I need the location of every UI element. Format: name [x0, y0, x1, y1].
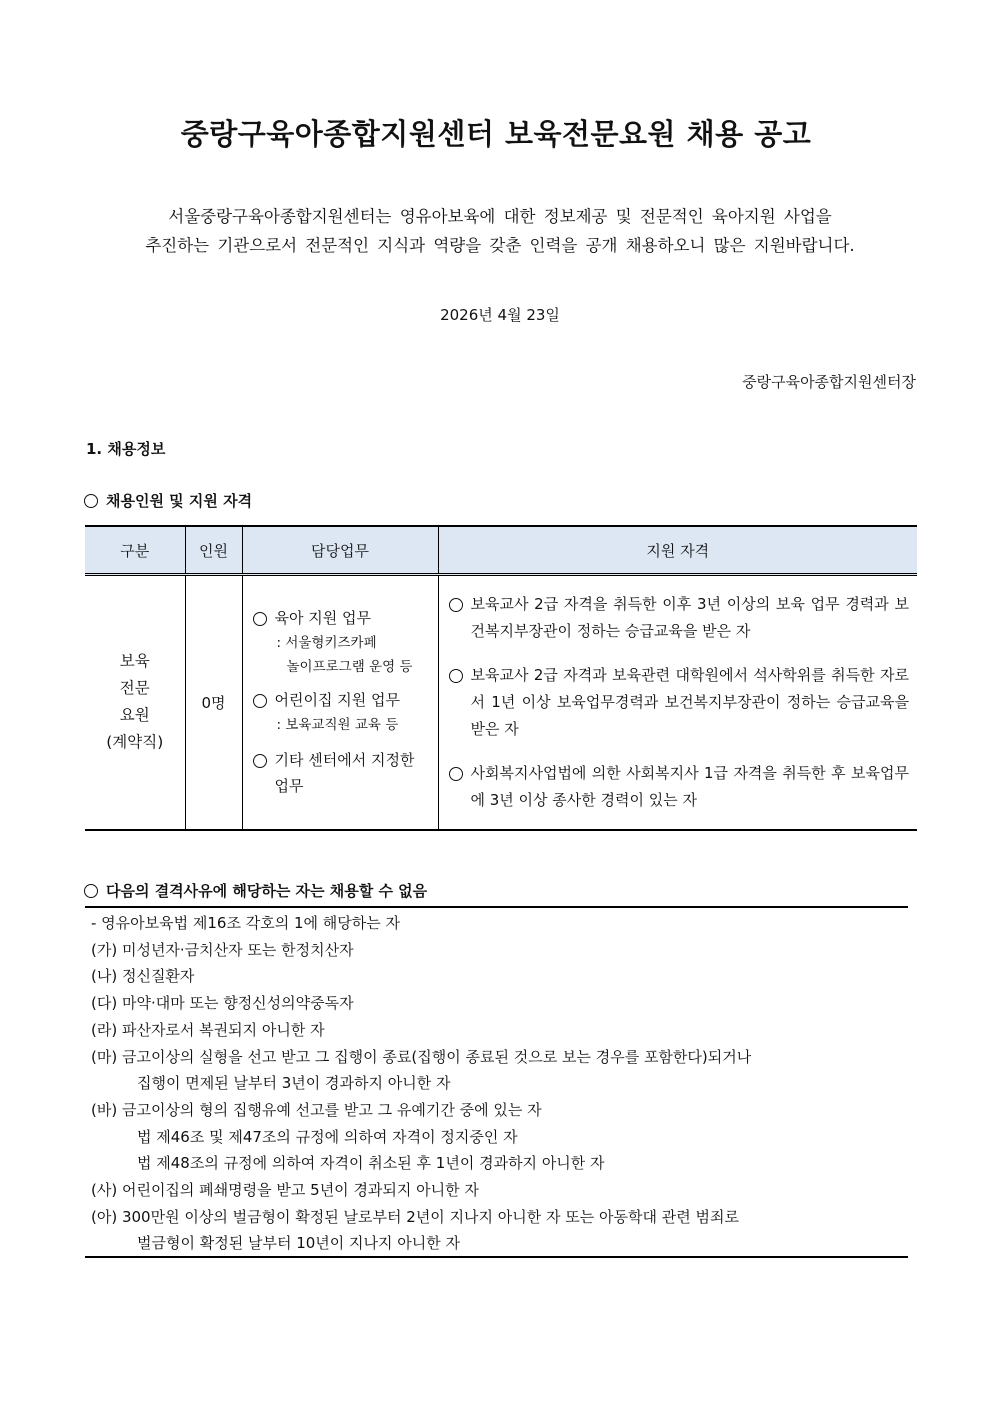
list-item: (나) 정신질환자 [91, 967, 195, 986]
qualification-item [449, 591, 910, 645]
circle-bullet-icon [449, 669, 463, 683]
position-line: 전문 [119, 679, 150, 698]
qualification-text: 보육교사 2급 자격을 취득한 이후 3년 이상의 보육 업무 경력과 보건복지부장관이 정하는 승급교육을 받은 자 [470, 594, 909, 640]
qualification-text: 사회복지사업법에 의한 사회복지사 1급 자격을 취득한 후 보육업무에 3년 이상 종사한 경력이 있는 자 [470, 763, 909, 809]
duty-text: 기타 센터에서 지정한 업무 [274, 751, 415, 796]
duties-cell [242, 575, 438, 830]
duty-item [253, 747, 430, 799]
col-header-qualifications: 지원 자격 [438, 526, 917, 575]
headcount-cell: 0명 [185, 575, 242, 830]
intro-line: 추진하는 기관으로서 전문적인 지식과 역량을 갖춘 인력을 공개 채용하오니 많은 지원바랍니다. [145, 236, 855, 255]
duty-text: 어린이집 지원 업무 [274, 691, 400, 710]
notice-date: 2026년 4월 23일 [440, 306, 560, 324]
duty-note: : 보육교직원 교육 등 [276, 717, 399, 734]
list-item: 집행이 면제된 날부터 3년이 경과하지 아니한 자 [137, 1074, 451, 1093]
qualification-text: 보육교사 2급 자격과 보육관련 대학원에서 석사학위를 취득한 자로서 1년 이상 보육업무경력과 보건복지부장관이 정하는 승급교육을 받은 자 [470, 665, 909, 738]
issuer: 중랑구육아종합지원센터장 [742, 373, 916, 391]
divider-top [85, 906, 908, 908]
col-header-category: 구분 [85, 526, 185, 575]
section-heading-recruit-info: 1. 채용정보 [86, 440, 166, 458]
duty-note: 놀이프로그램 운영 등 [286, 659, 413, 676]
position-line: 요원 [119, 706, 150, 725]
intro-line: 서울중랑구육아종합지원센터는 영유아보육에 대한 정보제공 및 전문적인 육아지원 사업을 [168, 207, 832, 226]
duty-item [253, 687, 430, 713]
qualification-item [449, 662, 910, 743]
subsection-label: 다음의 결격사유에 해당하는 자는 채용할 수 없음 [106, 882, 428, 900]
duty-text: 육아 지원 업무 [274, 609, 371, 628]
intro-paragraph [90, 202, 910, 260]
list-item: (다) 마약·대마 또는 향정신성의약중독자 [91, 994, 354, 1013]
circle-bullet-icon [84, 884, 98, 898]
list-item: - 영유아보육법 제16조 각호의 1에 해당하는 자 [91, 914, 400, 932]
circle-bullet-icon [449, 767, 463, 781]
circle-bullet-icon [253, 612, 267, 626]
subsection-label: 채용인원 및 지원 자격 [106, 492, 253, 510]
position-line: 보육 [119, 652, 150, 671]
list-item: (바) 금고이상의 형의 집행유예 선고를 받고 그 유예기간 중에 있는 자 [91, 1100, 542, 1119]
col-header-duties: 담당업무 [242, 526, 438, 575]
list-item: 벌금형이 확정된 날부터 10년이 지나지 아니한 자 [137, 1234, 461, 1253]
duty-item [253, 605, 430, 631]
qualifications-cell [438, 575, 917, 830]
recruitment-table [85, 525, 917, 831]
disqualification-list [91, 910, 751, 1257]
circle-bullet-icon [84, 494, 98, 508]
list-item: 법 제48조의 규정에 의하여 자격이 취소된 후 1년이 경과하지 아니한 자 [137, 1154, 605, 1173]
position-line: (계약직) [106, 733, 164, 752]
table-header-row [85, 526, 917, 575]
col-header-count: 인원 [185, 526, 242, 575]
list-item: (라) 파산자로서 복권되지 아니한 자 [91, 1020, 325, 1039]
list-item: 법 제46조 및 제47조의 규정에 의하여 자격이 정지중인 자 [137, 1127, 518, 1146]
page-title: 중랑구육아종합지원센터 보육전문요원 채용 공고 [180, 117, 812, 151]
circle-bullet-icon [449, 598, 463, 612]
circle-bullet-icon [253, 754, 267, 768]
subsection-heading-disqualification [84, 880, 427, 901]
circle-bullet-icon [253, 694, 267, 708]
qualification-item [449, 760, 910, 814]
table-row [85, 575, 917, 830]
duty-note: : 서울형키즈카페 [276, 635, 377, 652]
position-cell [85, 575, 185, 830]
subsection-heading-recruitment [84, 490, 252, 511]
list-item: (가) 미성년자·금치산자 또는 한정치산자 [91, 940, 354, 959]
list-item: (마) 금고이상의 실형을 선고 받고 그 집행이 종료(집행이 종료된 것으로 보는 경우를 포함한다)되거나 [91, 1047, 752, 1066]
list-item: (사) 어린이집의 폐쇄명령을 받고 5년이 경과되지 아니한 자 [91, 1181, 479, 1200]
list-item: (아) 300만원 이상의 벌금형이 확정된 날로부터 2년이 지나지 아니한 자 또는 아동학대 관련 범죄로 [91, 1207, 739, 1226]
divider-bottom [85, 1256, 908, 1258]
